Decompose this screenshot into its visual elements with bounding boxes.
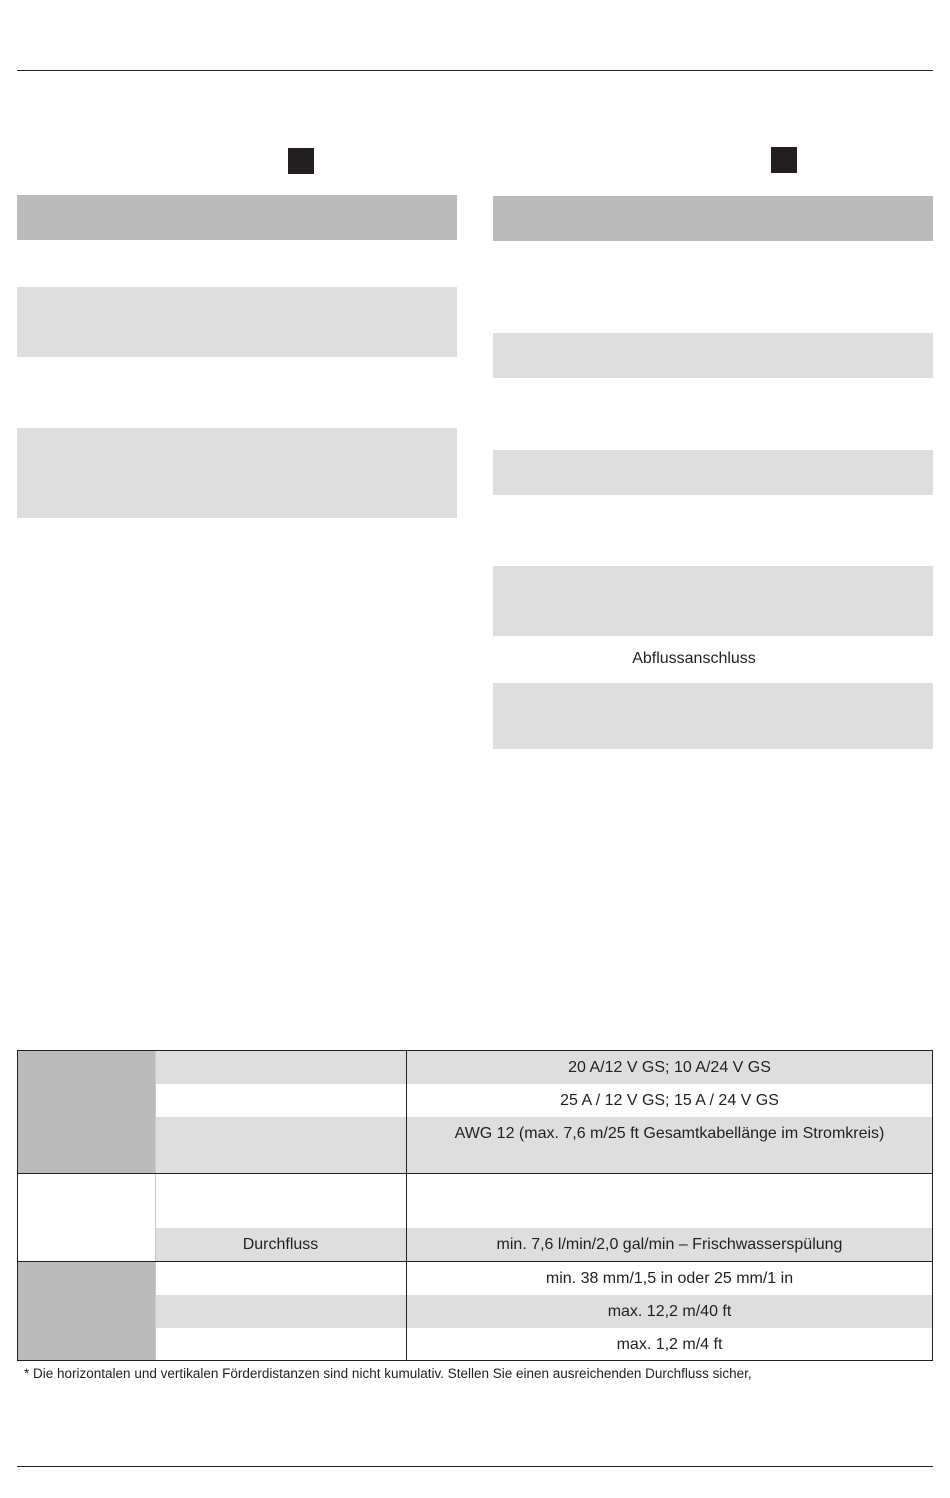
right-panel-row [493,450,933,495]
spec-value: AWG 12 (max. 7,6 m/25 ft Gesamtkabellänge im Stromkreis) [454,1125,885,1142]
section-marker-left [288,148,314,174]
spec-value: min. 38 mm/1,5 in oder 25 mm/1 in [545,1270,794,1287]
spec-label-flow: Durchfluss [242,1236,319,1253]
right-panel-row [493,333,933,378]
spec-value: max. 1,2 m/4 ft [616,1336,723,1353]
spec-value: max. 12,2 m/40 ft [607,1303,732,1320]
footnote: * Die horizontalen und vertikalen Förderdistanzen sind nicht kumulativ. Stellen Sie einen ausreichenden Durchfluss sicher, [24,1366,752,1381]
spec-table [17,1050,933,1361]
group-label-discharge [18,1262,155,1360]
section-marker-right [771,147,797,173]
left-panel-row [17,428,457,518]
spec-label [155,1051,406,1084]
spec-value: min. 7,6 l/min/2,0 gal/min – Frischwasserspülung [496,1236,843,1253]
right-panel-header [493,196,933,241]
spec-label [155,1084,406,1117]
left-panel-row [17,287,457,357]
right-panel-row [493,683,933,749]
spec-label [155,1328,406,1360]
spec-value [407,1174,932,1228]
top-rule [17,70,933,71]
right-panel-row [493,566,933,636]
left-panel-header [17,195,457,240]
spec-value: 20 A/12 V GS; 10 A/24 V GS [568,1059,771,1076]
group-label-electrical [18,1051,155,1173]
spec-label [155,1117,406,1150]
spec-label [155,1262,406,1295]
spec-value: 25 A / 12 V GS; 15 A / 24 V GS [560,1092,779,1109]
drain-connection-label: Abflussanschluss [632,650,756,667]
spec-label [155,1295,406,1328]
spec-label [155,1174,406,1228]
bottom-rule [17,1466,933,1467]
